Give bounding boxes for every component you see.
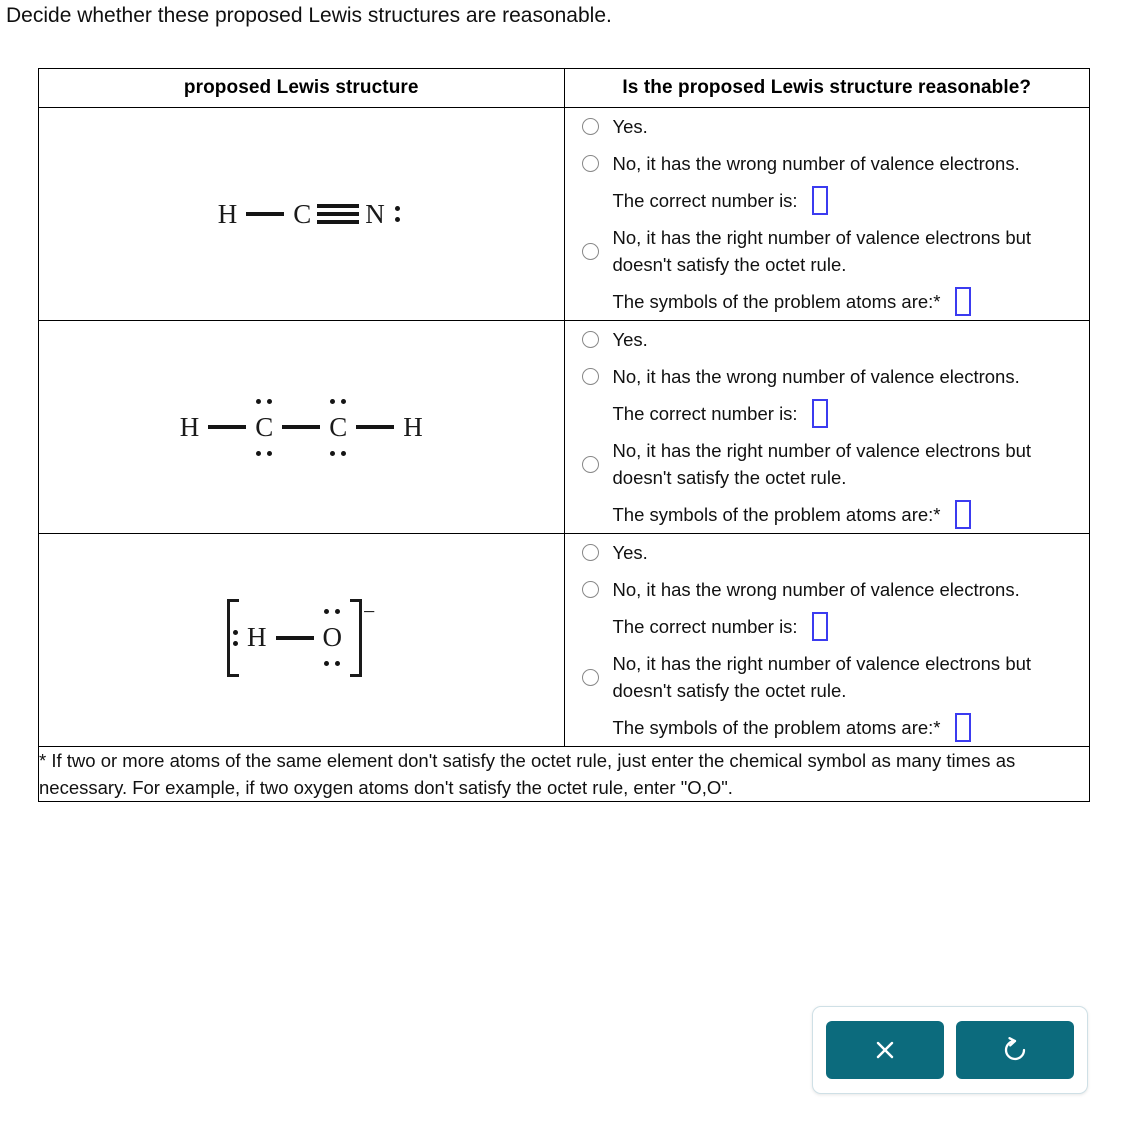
structure-cell-2 <box>39 321 565 534</box>
option-label-wrong-valence: No, it has the wrong number of valence electrons. <box>612 153 1020 174</box>
single-bond-icon <box>282 425 320 429</box>
correct-number-label-1: The correct number is: <box>612 190 798 211</box>
single-bond-icon <box>276 636 314 640</box>
single-bond-icon <box>208 425 246 429</box>
option-label-wrong-valence: No, it has the wrong number of valence electrons. <box>612 579 1020 600</box>
action-button-card <box>812 1006 1088 1094</box>
options-cell-1 <box>564 108 1090 321</box>
atom-h: H <box>245 624 269 651</box>
structure-oh-anion <box>225 599 377 677</box>
option-yes-1[interactable] <box>565 108 1090 145</box>
table-row <box>39 108 1090 321</box>
option-octet-1[interactable] <box>565 219 1090 283</box>
page-title: Decide whether these proposed Lewis structures are reasonable. <box>6 4 612 27</box>
lone-pair-right-icon <box>395 206 400 222</box>
problem-atoms-field-1 <box>613 283 1090 320</box>
option-wrong-valence-2[interactable] <box>565 358 1090 395</box>
triple-bond-icon <box>317 204 359 224</box>
correct-number-field-3 <box>613 608 1090 645</box>
correct-number-label-2: The correct number is: <box>612 403 798 424</box>
table-row <box>39 321 1090 534</box>
single-bond-icon <box>246 212 284 216</box>
problem-atoms-label-1: The symbols of the problem atoms are:* <box>612 291 941 312</box>
structure-cell-3 <box>39 534 565 747</box>
problem-atoms-input-3[interactable] <box>955 713 971 742</box>
radio-wrong-valence-2[interactable] <box>582 368 599 385</box>
correct-number-label-3: The correct number is: <box>612 616 798 637</box>
radio-yes-3[interactable] <box>582 544 599 561</box>
radio-octet-1[interactable] <box>582 243 599 260</box>
footnote-row <box>39 747 1090 802</box>
structure-cell-1 <box>39 108 565 321</box>
problem-atoms-field-3 <box>613 709 1090 746</box>
problem-atoms-label-2: The symbols of the problem atoms are:* <box>612 504 941 525</box>
radio-yes-2[interactable] <box>582 331 599 348</box>
option-octet-2[interactable] <box>565 432 1090 496</box>
close-icon <box>870 1035 900 1065</box>
option-label-wrong-valence: No, it has the wrong number of valence electrons. <box>612 366 1020 387</box>
option-label-octet: No, it has the right number of valence electrons but doesn't satisfy the octet rule. <box>612 227 1032 275</box>
atom-n: N <box>363 201 387 228</box>
correct-number-input-2[interactable] <box>812 399 828 428</box>
footnote-text: * If two or more atoms of the same element don't satisfy the octet rule, just enter the chemical symbol as many times as necessary. For example, if two oxygen atoms don't satisfy the octet rule, enter "O,O". <box>39 747 1090 802</box>
lone-pair-left-icon <box>233 630 238 646</box>
problem-atoms-label-3: The symbols of the problem atoms are:* <box>612 717 941 738</box>
bracket-contents <box>245 624 344 651</box>
atom-h: H <box>217 198 238 229</box>
radio-wrong-valence-3[interactable] <box>582 581 599 598</box>
atom-h: H <box>403 411 423 442</box>
radio-octet-2[interactable] <box>582 456 599 473</box>
table-row <box>39 534 1090 747</box>
correct-number-input-1[interactable] <box>812 186 828 215</box>
lone-pair-top-icon <box>330 399 346 404</box>
header-question: Is the proposed Lewis structure reasonable? <box>564 69 1090 108</box>
atom-h: H <box>179 411 200 442</box>
radio-octet-3[interactable] <box>582 669 599 686</box>
atom-c: C <box>293 198 312 229</box>
option-yes-3[interactable] <box>565 534 1090 571</box>
correct-number-field-1 <box>613 182 1090 219</box>
option-label-yes: Yes. <box>612 116 648 137</box>
radio-wrong-valence-1[interactable] <box>582 155 599 172</box>
option-wrong-valence-3[interactable] <box>565 571 1090 608</box>
table-header-row <box>39 69 1090 108</box>
structure-c2h2-lonepairs <box>178 411 425 442</box>
option-label-yes: Yes. <box>612 542 648 563</box>
lone-pair-top-icon <box>324 609 340 614</box>
option-label-octet: No, it has the right number of valence electrons but doesn't satisfy the octet rule. <box>612 653 1032 701</box>
lone-pair-top-icon <box>256 399 272 404</box>
reset-arrow-icon <box>999 1034 1031 1066</box>
atom-c-left: C <box>253 414 275 441</box>
radio-yes-1[interactable] <box>582 118 599 135</box>
atom-c-right: C <box>327 414 349 441</box>
lewis-structures-table <box>38 68 1090 802</box>
atom-o: O <box>321 624 345 651</box>
option-wrong-valence-1[interactable] <box>565 145 1090 182</box>
single-bond-icon <box>356 425 394 429</box>
charge-label: − <box>363 598 376 624</box>
option-label-yes: Yes. <box>612 329 648 350</box>
clear-button[interactable] <box>826 1021 944 1079</box>
bracket-right-icon <box>350 599 362 677</box>
problem-atoms-field-2 <box>613 496 1090 533</box>
correct-number-field-2 <box>613 395 1090 432</box>
lone-pair-bottom-icon <box>330 451 346 456</box>
structure-hcn <box>216 198 387 229</box>
options-cell-2 <box>564 321 1090 534</box>
header-proposed-structure: proposed Lewis structure <box>39 69 565 108</box>
problem-atoms-input-2[interactable] <box>955 500 971 529</box>
correct-number-input-3[interactable] <box>812 612 828 641</box>
reset-button[interactable] <box>956 1021 1074 1079</box>
options-cell-3 <box>564 534 1090 747</box>
lone-pair-bottom-icon <box>256 451 272 456</box>
lone-pair-bottom-icon <box>324 661 340 666</box>
problem-atoms-input-1[interactable] <box>955 287 971 316</box>
option-label-octet: No, it has the right number of valence electrons but doesn't satisfy the octet rule. <box>612 440 1032 488</box>
bracket-group <box>225 599 377 677</box>
option-octet-3[interactable] <box>565 645 1090 709</box>
option-yes-2[interactable] <box>565 321 1090 358</box>
